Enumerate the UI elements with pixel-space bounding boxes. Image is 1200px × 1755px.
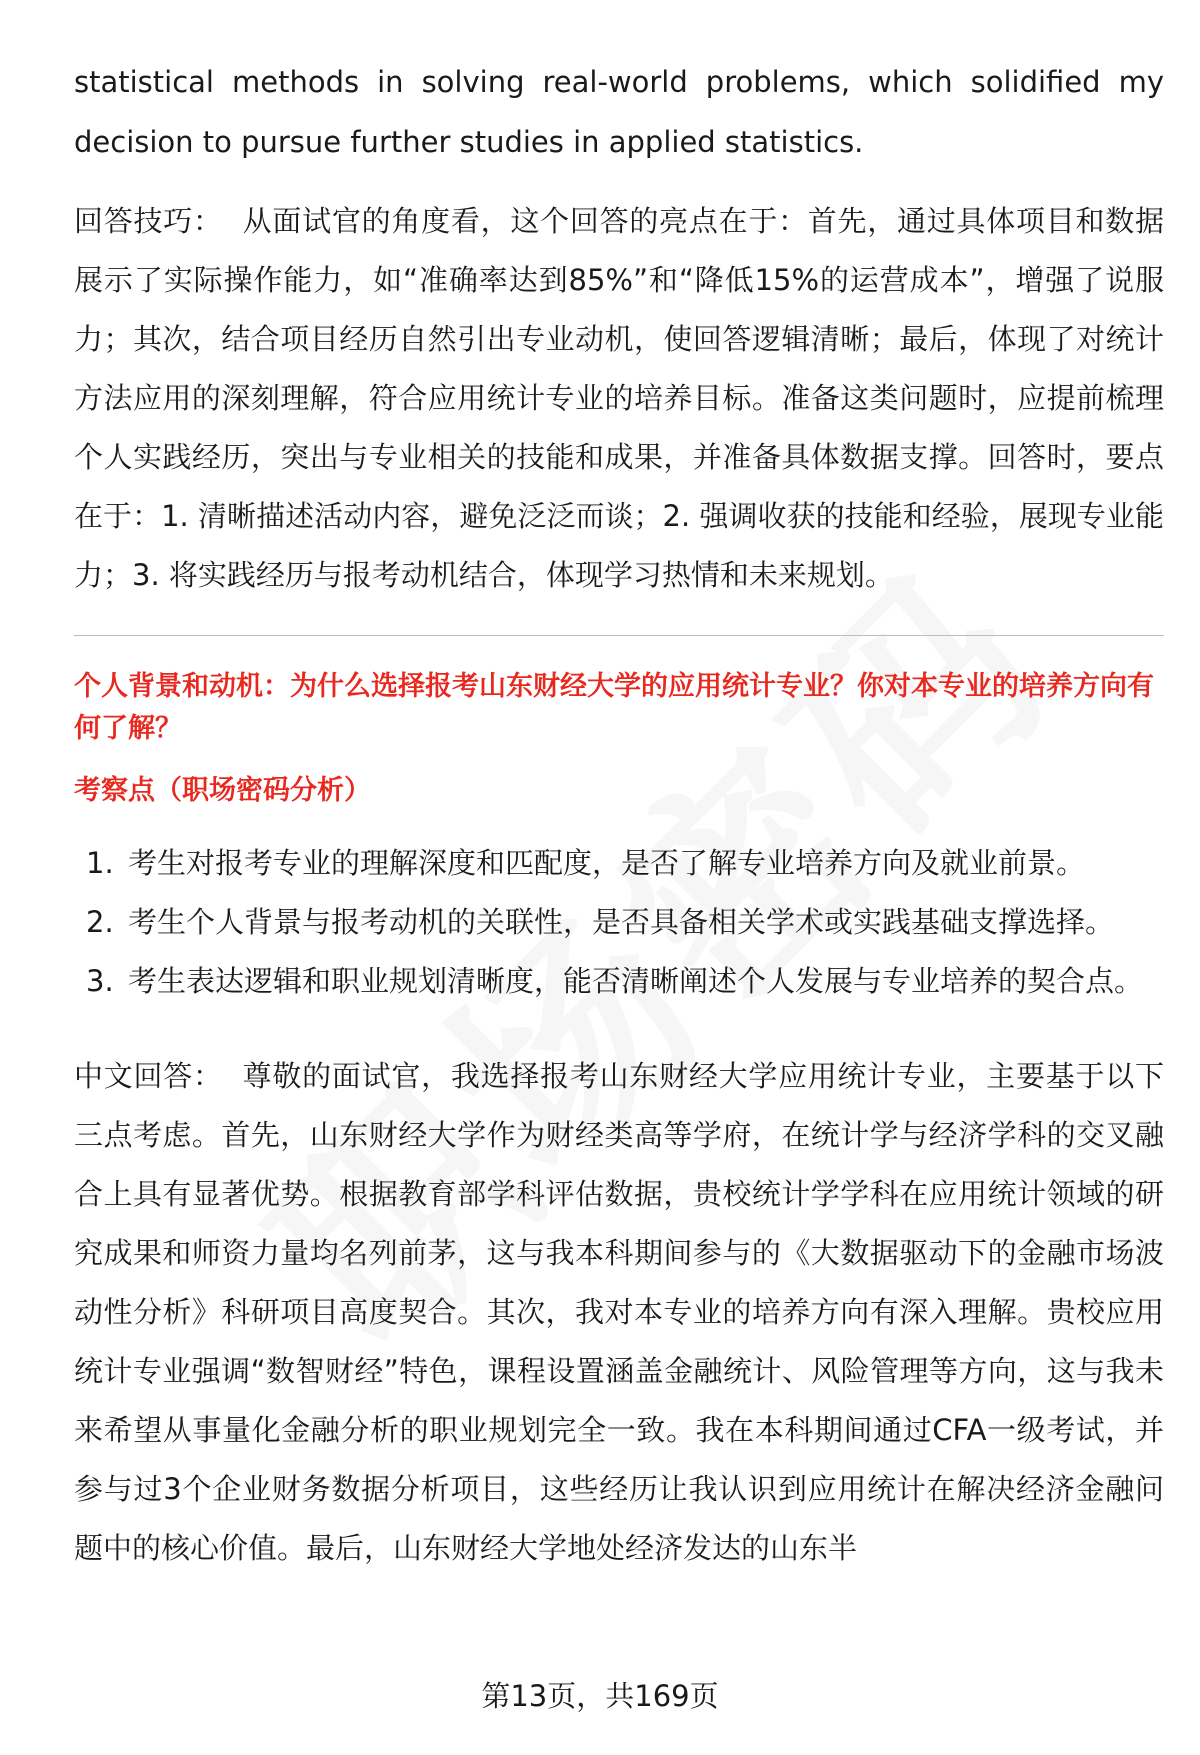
chinese-answer-text: 尊敬的面试官，我选择报考山东财经大学应用统计专业，主要基于以下三点考虑。首先，山东财经大学作为财经类高等学府，在统计学与经济学科的交叉融合上具有显著优势。根据教育部学科评估数据，贵校统计学学科在应用统计领域的研究成果和师资力量均名列前茅，这与我本科期间参与的《大数据驱动下的金融市场波动性分析》科研项目高度契合。其次，我对本专业的培养方向有深入理解。贵校应用统计专业强调“数智财经”特色，课程设置涵盖金融统计、风险管理等方向，这与我未来希望从事量化金融分析的职业规划完全一致。我在本科期间通过CFA一级考试，并参与过3个企业财务数据分析项目，这些经历让我认识到应用统计在解决经济金融问题中的核心价值。最后，山东财经大学地处经济发达的山东半 bbox=[74, 1059, 1164, 1565]
page-content bbox=[74, 52, 1164, 1578]
list-item bbox=[74, 834, 1164, 893]
section-divider bbox=[74, 635, 1164, 636]
list-item bbox=[74, 893, 1164, 952]
list-item-text: 考生表达逻辑和职业规划清晰度，能否清晰阐述个人发展与专业培养的契合点。 bbox=[128, 964, 1144, 998]
assessment-points-list bbox=[74, 834, 1164, 1011]
answer-tips-paragraph bbox=[74, 192, 1164, 605]
list-item-number: 3. bbox=[86, 964, 114, 998]
assessment-points-title: 考察点（职场密码分析） bbox=[74, 775, 371, 806]
answer-tips-label: 回答技巧： bbox=[74, 204, 223, 238]
page-number-footer: 第13页，共169页 bbox=[0, 1676, 1200, 1716]
chinese-answer-paragraph bbox=[74, 1047, 1164, 1578]
answer-tips-text: 从面试官的角度看，这个回答的亮点在于：首先，通过具体项目和数据展示了实际操作能力，如“准确率达到85%”和“降低15%的运营成本”，增强了说服力；其次，结合项目经历自然引出专业动机，使回答逻辑清晰；最后，体现了对统计方法应用的深刻理解，符合应用统计专业的培养目标。准备这类问题时，应提前梳理个人实践经历，突出与专业相关的技能和成果，并准备具体数据支撑。回答时，要点在于：1. 清晰描述活动内容，避免泛泛而谈；2. 强调收获的技能和经验，展现专业能力；3. 将实践经历与报考动机结合，体现学习热情和未来规划。 bbox=[74, 204, 1164, 592]
intro-english-paragraph: statistical methods in solving real-world problems, which solidified my decision to pursue further studies in applied statistics. bbox=[74, 65, 1164, 159]
list-item-text: 考生对报考专业的理解深度和匹配度，是否了解专业培养方向及就业前景。 bbox=[128, 846, 1086, 880]
list-item-text: 考生个人背景与报考动机的关联性，是否具备相关学术或实践基础支撑选择。 bbox=[128, 905, 1115, 939]
question-title: 个人背景和动机：为什么选择报考山东财经大学的应用统计专业？你对本专业的培养方向有何了解？ bbox=[74, 671, 1154, 744]
list-item bbox=[74, 952, 1164, 1011]
chinese-answer-label: 中文回答： bbox=[74, 1059, 223, 1093]
list-item-number: 1. bbox=[86, 846, 114, 880]
list-item-number: 2. bbox=[86, 905, 114, 939]
